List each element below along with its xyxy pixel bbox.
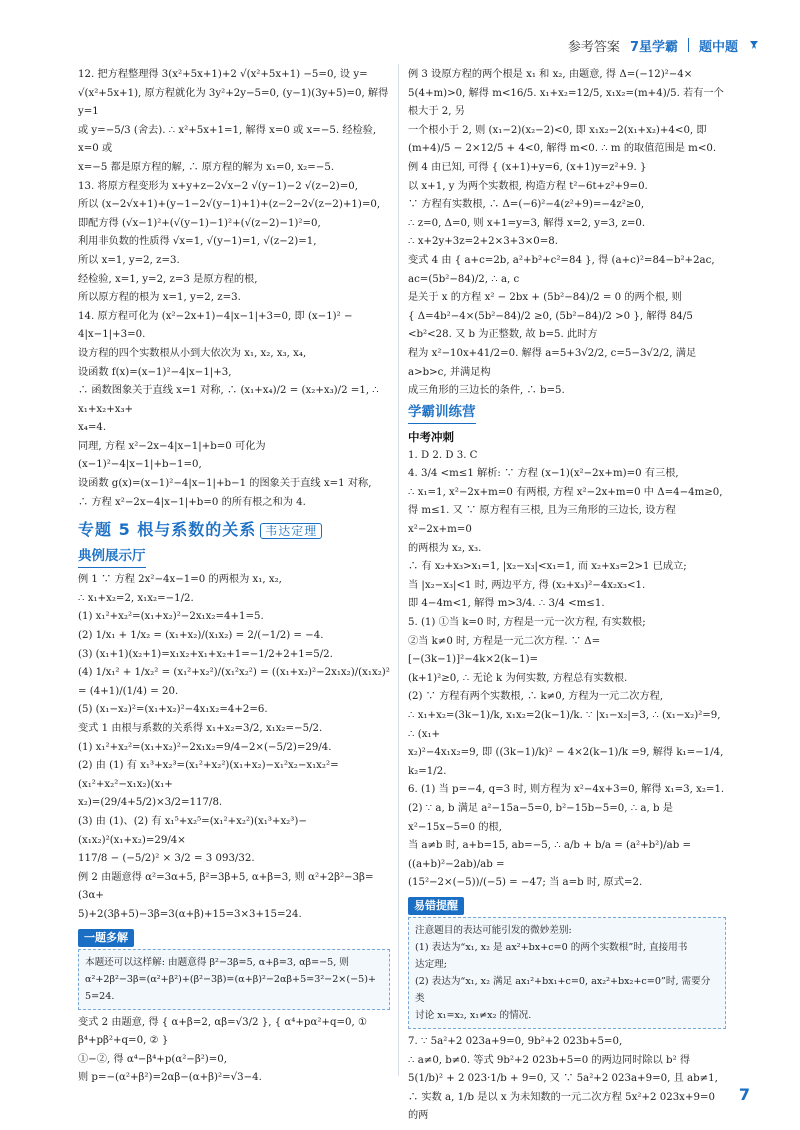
- text-line: 7. ∵ 5a²+2 023a+9=0, 9b²+2 023b+5=0,: [408, 1035, 623, 1047]
- brand-name: 7星学霸: [629, 39, 678, 55]
- text-line: 得 m≤1. 又 ∵ 原方程有三根, 且为三角形的三边长, 设方程 x²−2x+m=0: [408, 505, 676, 536]
- text-line: x₂)=(29/4+5/2)×3/2=117/8.: [78, 797, 223, 809]
- text-line: (2) 由 (1) 有 x₁³+x₂³=(x₁²+x₂²)(x₁+x₂)−x₁²x₂−x₁x₂²=(x₁²+x₂²−x₁x₂)(x₁+: [78, 760, 339, 790]
- text-line: 设函数 g(x)=(x−1)²−4|x−1|+b−1 的图象关于直线 x=1 对称,: [78, 478, 372, 490]
- text-line: 是关于 x 的方程 x² − 2bx + (5b²−84)/2 = 0 的两个根, 则: [408, 292, 682, 304]
- text-line: (2) ∵ a, b 满足 a²−15a−5=0, b²−15b−5=0, ∴ a, b 是 x²−15x−5=0 的根,: [408, 802, 673, 833]
- text-line: ∴ 函数图象关于直线 x=1 对称, ∴ (x₁+x₄)/2 = (x₂+x₃)/2 =1, ∴ x₁+x₂+x₃+: [78, 385, 379, 415]
- text-line: ∴ z=0, Δ=0, 则 x+1=y=3, 解得 x=2, y=3, z=0.: [408, 217, 646, 229]
- text-line: (k+1)²≥0, ∴ 无论 k 为何实数, 方程总有实数根.: [408, 672, 628, 684]
- variant-2-block: [78, 1014, 390, 1088]
- text-line: 变式 2 由题意, 得 { α+β=2, αβ=√3/2 }, { α⁴+pα²+q=0, ① β⁴+pβ²+q=0, ② }: [78, 1016, 368, 1047]
- note-line: (2) 表达为“x₁, x₂ 满足 ax₁²+bx₁+c=0, ax₂²+bx₂+c=0”时, 需要分类: [415, 975, 711, 1004]
- right-column: [408, 66, 726, 1126]
- text-line: (1) x₁²+x₂²=(x₁+x₂)²−2x₁x₂=4+1=5.: [78, 611, 264, 623]
- section-title-training: 学霸训练营: [408, 401, 476, 424]
- text-line: 或 y=−5/3 (舍去). ∴ x²+5x+1=1, 解得 x=0 或 x=−5. 经检验, x=0 或: [78, 124, 377, 155]
- header-divider: [688, 38, 689, 52]
- text-line: 117/8 − (−5/2)² × 3/2 = 3 093/32.: [78, 853, 255, 865]
- text-line: 12. 把方程整理得 3(x²+5x+1)+2 √(x²+5x+1) −5=0, 设 y=: [78, 69, 368, 80]
- text-line: ∴ 实数 a, 1/b 是以 x 为未知数的一元二次方程 5x²+2 023x+9=0 的两: [408, 1091, 715, 1122]
- text-line: 以 x+1, y 为两个实数根, 构造方程 t²−6t+z²+9=0.: [408, 180, 648, 192]
- pushpin-icon: [748, 39, 760, 51]
- note-line: 本题还可以这样解: 由题意得 β²−3β=5, α+β=3, αβ=−5, 则: [85, 956, 349, 968]
- note-line: 讨论 x₁=x₂, x₁≠x₂ 的情况.: [415, 1009, 532, 1021]
- text-line: 变式 4 由 { a+c=2b, a²+b²+c²=84 }, 得 (a+c)²=84−b²+2ac, ac=(5b²−84)/2, ∴ a, c: [408, 254, 715, 285]
- answers-12-14: [78, 66, 390, 512]
- note-box-common-mistake: [408, 917, 726, 1029]
- text-line: (3) (x₁+1)(x₂+1)=x₁x₂+x₁+x₂+1=−1/2+2+1=5/2.: [78, 648, 333, 660]
- subsection-title-exam: 中考冲刺: [408, 429, 454, 444]
- text-line: (3) 由 (1)、(2) 有 x₁⁵+x₂⁵=(x₁²+x₂²)(x₁³+x₂³)−(x₁x₂)²(x₁+x₂)=29/4×: [78, 815, 307, 846]
- section-title-examples: 典例展示厅: [78, 545, 146, 568]
- tag-common-mistake: 易错提醒: [408, 897, 464, 915]
- series-name: 题中题: [698, 39, 738, 55]
- note-line: 达定理;: [415, 958, 448, 970]
- text-line: (5) (x₁−x₂)²=(x₁+x₂)²−4x₁x₂=4+2=6.: [78, 704, 268, 716]
- page-number: 7: [738, 1085, 750, 1104]
- text-line: 13. 将原方程变形为 x+y+z−2√x−2 √(y−1)−2 √(z−2)=0,: [78, 180, 358, 192]
- note-box-alternate-solution: [78, 949, 390, 1010]
- text-line: 所以 (x−2√x+1)+(y−1−2√(y−1)+1)+(z−2−2√(z−2)+1)=0,: [78, 199, 381, 211]
- note-line: 注意题目的表达可能引发的微妙差别:: [415, 924, 572, 936]
- text-line: 设方程的四个实数根从小到大依次为 x₁, x₂, x₃, x₄,: [78, 347, 307, 359]
- text-line: 例 3 设原方程的两个根是 x₁ 和 x₂, 由题意, 得 Δ=(−12)²−4×: [408, 69, 693, 80]
- text-line: 5)+2(3β+5)−3β=3(α+β)+15=3×3+15=24.: [78, 908, 302, 920]
- text-line: (2) ∵ 方程有两个实数根, ∴ k≠0, 方程为一元二次方程,: [408, 691, 664, 703]
- text-line: (15²−2×(−5))/(−5) = −47; 当 a=b 时, 原式=2.: [408, 877, 643, 889]
- text-line: ∵ 方程有实数根, ∴ Δ=(−6)²−4(z²+9)=−4z²≥0,: [408, 199, 645, 211]
- text-line: 成三角形的三边长的条件, ∴ b=5.: [408, 385, 565, 397]
- text-line: 程为 x²−10x+41/2=0. 解得 a=5+3√2/2, c=5−3√2/2, 满足 a>b>c, 并满足构: [408, 347, 697, 378]
- column-divider: [398, 64, 399, 1076]
- text-line: ∴ 有 x₂+x₃>x₁=1, |x₂−x₃|<x₁=1, 而 x₂+x₃=2>1 已成立;: [408, 561, 687, 573]
- text-line: (4) 1/x₁² + 1/x₂² = (x₁²+x₂²)/(x₁²x₂²) = ((x₁+x₂)²−2x₁x₂)/(x₁x₂)² = (4+1)/(1/4) = 20.: [78, 667, 390, 697]
- text-line: ①−②, 得 α⁴−β⁴+p(α²−β²)=0,: [78, 1053, 228, 1065]
- reference-answer-label: 参考答案: [567, 39, 620, 55]
- text-line: 经检验, x=1, y=2, z=3 是原方程的根,: [78, 273, 258, 285]
- text-line: 所以 x=1, y=2, z=3.: [78, 254, 180, 266]
- text-line: 4|x−1|+3=0.: [78, 329, 146, 341]
- text-line: ∴ 方程 x²−2x−4|x−1|+b=0 的所有根之和为 4.: [78, 496, 306, 508]
- text-line: 5(1/b)² + 2 023·1/b + 9=0, 又 ∵ 5a²+2 023a+9=0, 且 ab≠1,: [408, 1073, 718, 1085]
- text-line: ∴ x₁+x₂=2, x₁x₂=−1/2.: [78, 592, 194, 604]
- note-line: (1) 表达为“x₁, x₂ 是 ax²+bx+c=0 的两个实数根”时, 直接用书: [415, 941, 688, 953]
- text-line: 1. D 2. D 3. C: [408, 449, 478, 461]
- topic-title-text: 专题 5 根与系数的关系: [78, 520, 257, 540]
- text-line: (m+4)/5 − 2×12/5 + 4<0, 解得 m<0. ∴ m 的取值范围是 m<0.: [408, 143, 717, 155]
- text-line: 6. (1) 当 p=−4, q=3 时, 则方程为 x²−4x+3=0, 解得 x₁=3, x₂=1.: [408, 784, 725, 796]
- note-line: 5=24.: [85, 990, 115, 1002]
- page-header: [568, 34, 760, 56]
- text-line: 变式 1 由根与系数的关系得 x₁+x₂=3/2, x₁x₂=−5/2.: [78, 723, 323, 734]
- text-line: 当 |x₂−x₃|<1 时, 两边平方, 得 (x₂+x₃)²−4x₂x₃<1.: [408, 579, 646, 591]
- text-line: x₄=4.: [78, 422, 107, 434]
- text-line: { Δ=4b²−4×(5b²−84)/2 ≥0, (5b²−84)/2 >0 }, 解得 84/5 <b²<28. 又 b 为正整数, 故 b=5. 此时方: [408, 310, 693, 341]
- text-line: 例 1 ∵ 方程 2x²−4x−1=0 的两根为 x₁, x₂,: [78, 574, 282, 586]
- tag-multiple-solutions: 一题多解: [78, 929, 134, 947]
- text-line: x=−5 都是原方程的解, ∴ 原方程的解为 x₁=0, x₂=−5.: [78, 161, 335, 173]
- text-line: 利用非负数的性质得 √x=1, √(y−1)=1, √(z−2)=1,: [78, 236, 317, 248]
- text-line: 同理, 方程 x²−2x−4|x−1|+b=0 可化为 (x−1)²−4|x−1|+b−1=0,: [78, 440, 266, 471]
- examples-block: [78, 571, 390, 924]
- text-line: ∴ a≠0, b≠0. 等式 9b²+2 023b+5=0 的两边同时除以 b² 得: [408, 1054, 691, 1066]
- left-column: [78, 66, 390, 1088]
- text-line: 则 p=−(α²+β²)=2αβ−(α+β)²=√3−4.: [78, 1072, 262, 1084]
- topic-title: [78, 518, 390, 543]
- text-line: (2) 1/x₁ + 1/x₂ = (x₁+x₂)/(x₁x₂) = 2/(−1/2) = −4.: [78, 630, 324, 642]
- text-line: 14. 原方程可化为 (x²−2x+1)−4|x−1|+3=0, 即 (x−1)² −: [78, 310, 353, 322]
- text-line: 5(4+m)>0, 解得 m<16/5. x₁+x₂=12/5, x₁x₂=(m+4)/5. 若有一个根大于 2, 另: [408, 87, 724, 118]
- text-line: 例 2 由题意得 α²=3α+5, β²=3β+5, α+β=3, 则 α²+2β²−3β=(3α+: [78, 871, 374, 902]
- text-line: 5. (1) ①当 k=0 时, 方程是一元一次方程, 有实数根;: [408, 617, 646, 629]
- text-line: 所以原方程的根为 x=1, y=2, z=3.: [78, 292, 241, 304]
- exam-answers-block: [408, 447, 726, 893]
- text-line: ∴ x₁=1, x²−2x+m=0 有两根, 方程 x²−2x+m=0 中 Δ=4−4m≥0,: [408, 486, 723, 498]
- topic-subtitle: 韦达定理: [260, 523, 322, 539]
- text-line: 即配方得 (√x−1)²+(√(y−1)−1)²+(√(z−2)−1)²=0,: [78, 217, 321, 229]
- text-line: 当 a≠b 时, a+b=15, ab=−5, ∴ a/b + b/a = (a²+b²)/ab = ((a+b)²−2ab)/ab =: [408, 840, 692, 870]
- text-line: 设函数 f(x)=(x−1)²−4|x−1|+3,: [78, 366, 232, 378]
- note-line: α²+2β²−3β=(α²+β²)+(β²−3β)=(α+β)²−2αβ+5=3²−2×(−5)+: [85, 973, 377, 985]
- text-line: 即 4−4m<1, 解得 m>3/4. ∴ 3/4 <m≤1.: [408, 598, 605, 610]
- text-line: √(x²+5x+1), 原方程就化为 3y²+2y−5=0, (y−1)(3y+5)=0, 解得 y=1: [78, 87, 389, 118]
- question-7-block: [408, 1033, 726, 1126]
- text-line: 一个根小于 2, 则 (x₁−2)(x₂−2)<0, 即 x₁x₂−2(x₁+x₂)+4<0, 即: [408, 124, 707, 136]
- text-line: (1) x₁²+x₂²=(x₁+x₂)²−2x₁x₂=9/4−2×(−5/2)=29/4.: [78, 741, 332, 753]
- text-line: ∴ x₁+x₂=(3k−1)/k, x₁x₂=2(k−1)/k. ∵ |x₁−x₂|=3, ∴ (x₁−x₂)²=9, ∴ (x₁+: [408, 710, 721, 740]
- text-line: 的两根为 x₂, x₃.: [408, 542, 482, 554]
- text-line: 4. 3/4 <m≤1 解析: ∵ 方程 (x−1)(x²−2x+m)=0 有三根,: [408, 468, 679, 480]
- text-line: ②当 k≠0 时, 方程是一元二次方程. ∵ Δ=[−(3k−1)]²−4k×2(k−1)=: [408, 635, 601, 666]
- text-line: ∴ x+2y+3z=2+2×3+3×0=8.: [408, 236, 558, 248]
- text-line: x₂)²−4x₁x₂=9, 即 ((3k−1)/k)² − 4×2(k−1)/k =9, 解得 k₁=−1/4, k₂=1/2.: [408, 747, 724, 777]
- examples-3-4-block: [408, 66, 726, 401]
- text-line: 例 4 由已知, 可得 { (x+1)+y=6, (x+1)y=z²+9. }: [408, 161, 647, 173]
